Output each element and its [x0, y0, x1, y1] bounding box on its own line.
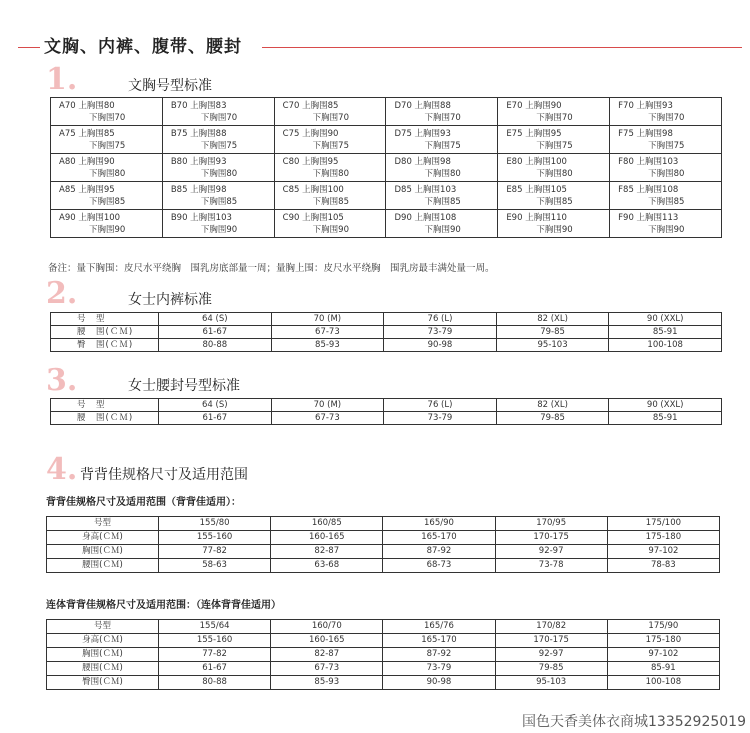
bra-size-cell: [386, 126, 498, 154]
bra-underbust: 下胸围85: [424, 196, 461, 207]
table-cell: 80-88: [159, 676, 271, 690]
table-row: [51, 154, 722, 182]
bra-underbust: 下胸围70: [536, 112, 573, 123]
table-row: [51, 326, 722, 339]
table-cell: 165-170: [383, 531, 495, 545]
table-row: [51, 399, 722, 412]
table-cell: 155/64: [159, 620, 271, 634]
section-4-title: 背背佳规格尺寸及适用范围: [80, 467, 248, 483]
table-cell: 87-92: [383, 545, 495, 559]
table-cell: 95-103: [496, 339, 609, 352]
bra-size-cell: [162, 154, 274, 182]
bra-underbust: 下胸围90: [424, 224, 461, 235]
bra-underbust: 下胸围85: [536, 196, 573, 207]
bra-cup-bust: D70 上胸围88: [394, 100, 451, 111]
panty-size-table: [50, 312, 722, 352]
bra-cup-bust: C75 上胸围90: [282, 128, 339, 139]
header-rule-right: [262, 47, 742, 48]
row-header-cell: 身高(ＣＭ): [47, 634, 159, 648]
shop-watermark: 国色天香美体衣商城13352925019: [522, 714, 746, 730]
table-cell: 77-82: [159, 545, 271, 559]
bra-underbust: 下胸围80: [312, 168, 349, 179]
table-cell: 85-91: [609, 412, 722, 425]
row-header-cell: 号 型: [51, 399, 159, 412]
bra-underbust: 下胸围70: [648, 112, 685, 123]
bra-underbust: 下胸围70: [200, 112, 238, 123]
table-cell: 155-160: [159, 531, 271, 545]
bra-size-cell: [610, 126, 722, 154]
bra-cup-bust: E85 上胸围105: [506, 184, 567, 195]
bra-underbust: 下胸围90: [89, 224, 126, 235]
waist-cincher-size-table: [50, 398, 722, 425]
row-header-cell: 腰 围(ＣＭ): [51, 412, 159, 425]
table-cell: 77-82: [159, 648, 271, 662]
table-cell: 90 (XXL): [609, 313, 722, 326]
table-cell: 175-180: [607, 634, 719, 648]
bra-cup-bust: D80 上胸围98: [394, 156, 451, 167]
bra-size-cell: [386, 154, 498, 182]
bra-cup-bust: E90 上胸围110: [506, 212, 567, 223]
table-row: [51, 412, 722, 425]
bra-cup-bust: F90 上胸围113: [618, 212, 679, 223]
table-row: [47, 545, 720, 559]
table-row: [47, 620, 720, 634]
row-header-cell: 胸围(ＣＭ): [47, 545, 159, 559]
bra-underbust: 下胸围80: [200, 168, 238, 179]
bra-underbust: 下胸围85: [312, 196, 349, 207]
section-1-title: 文胸号型标准: [128, 78, 212, 94]
bra-cup-bust: C80 上胸围95: [282, 156, 339, 167]
table-cell: 170/82: [495, 620, 607, 634]
table-cell: 70 (M): [271, 399, 384, 412]
bra-size-cell: [274, 98, 386, 126]
bra-underbust: 下胸围85: [200, 196, 238, 207]
table-cell: 90 (XXL): [609, 399, 722, 412]
table-cell: 90-98: [383, 676, 495, 690]
table-row: [47, 531, 720, 545]
bra-underbust: 下胸围90: [536, 224, 573, 235]
table-row: [51, 126, 722, 154]
table-cell: 64 (S): [159, 399, 272, 412]
row-header-cell: 腰围(ＣＭ): [47, 662, 159, 676]
bra-underbust: 下胸围85: [648, 196, 685, 207]
table-cell: 160/70: [271, 620, 383, 634]
bra-size-cell: [386, 210, 498, 238]
table-cell: 68-73: [383, 559, 495, 573]
bra-cup-bust: A90 上胸围100: [59, 212, 121, 223]
table-cell: 155/80: [159, 517, 271, 531]
bra-underbust: 下胸围75: [312, 140, 349, 151]
bra-size-cell: [274, 126, 386, 154]
bra-size-cell: [498, 210, 610, 238]
table-cell: 165-170: [383, 634, 495, 648]
table-row: [51, 182, 722, 210]
bra-measure-note: 备注：量下胸围：皮尺水平绕胸 围乳房底部量一周；量胸上围：皮尺水平绕胸 围乳房最丰满处量一周。: [48, 263, 495, 274]
bra-underbust: 下胸围75: [536, 140, 573, 151]
row-header-cell: 臀围(ＣＭ): [47, 676, 159, 690]
bra-underbust: 下胸围80: [536, 168, 573, 179]
table-cell: 82-87: [271, 545, 383, 559]
bra-underbust: 下胸围70: [424, 112, 461, 123]
table-cell: 160-165: [271, 531, 383, 545]
row-header-cell: 身高(ＣＭ): [47, 531, 159, 545]
table-row: [47, 648, 720, 662]
bra-cup-bust: B80 上胸围93: [170, 156, 227, 167]
table-cell: 73-79: [384, 412, 497, 425]
table-cell: 67-73: [271, 326, 384, 339]
table-cell: 58-63: [159, 559, 271, 573]
row-header-cell: 腰围(ＣＭ): [47, 559, 159, 573]
bra-cup-bust: A85 上胸围95: [59, 184, 115, 195]
posture-vest-size-table: [46, 516, 720, 573]
bra-size-cell: [51, 98, 163, 126]
bra-underbust: 下胸围85: [89, 196, 126, 207]
table-cell: 79-85: [496, 412, 609, 425]
table-cell: 160-165: [271, 634, 383, 648]
row-header-cell: 号 型: [51, 313, 159, 326]
table-cell: 76 (L): [384, 313, 497, 326]
table-cell: 82-87: [271, 648, 383, 662]
bra-cup-bust: E70 上胸围90: [506, 100, 562, 111]
table-cell: 87-92: [383, 648, 495, 662]
bodysuit-vest-size-table: [46, 619, 720, 690]
table-cell: 175/100: [607, 517, 719, 531]
table-cell: 165/76: [383, 620, 495, 634]
bra-cup-bust: E80 上胸围100: [506, 156, 567, 167]
bra-size-cell: [51, 126, 163, 154]
table-cell: 64 (S): [159, 313, 272, 326]
table-cell: 90-98: [384, 339, 497, 352]
bra-size-cell: [498, 126, 610, 154]
bra-size-table: [50, 97, 722, 238]
table-row: [47, 662, 720, 676]
bra-size-cell: [498, 98, 610, 126]
bra-size-cell: [610, 210, 722, 238]
bra-cup-bust: F80 上胸围103: [618, 156, 679, 167]
bra-cup-bust: F70 上胸围93: [618, 100, 673, 111]
vest-table-caption: 背背佳规格尺寸及适用范围（背背佳适用）：: [46, 497, 241, 508]
bra-size-cell: [610, 154, 722, 182]
table-cell: 63-68: [271, 559, 383, 573]
table-cell: 79-85: [496, 326, 609, 339]
bra-size-cell: [162, 210, 274, 238]
bodysuit-vest-table-caption: 连体背背佳规格尺寸及适用范围：（连体背背佳适用）: [46, 600, 281, 611]
table-cell: 85-91: [607, 662, 719, 676]
bra-cup-bust: A70 上胸围80: [59, 100, 115, 111]
bra-size-cell: [610, 98, 722, 126]
table-cell: 100-108: [607, 676, 719, 690]
table-cell: 61-67: [159, 326, 272, 339]
table-cell: 92-97: [495, 648, 607, 662]
header-rule-left: [18, 47, 40, 48]
table-row: [47, 676, 720, 690]
table-cell: 73-79: [383, 662, 495, 676]
table-cell: 170/95: [495, 517, 607, 531]
bra-cup-bust: D85 上胸围103: [394, 184, 457, 195]
section-2-number: 2.: [46, 276, 78, 311]
bra-cup-bust: F75 上胸围98: [618, 128, 673, 139]
bra-cup-bust: B75 上胸围88: [170, 128, 227, 139]
bra-cup-bust: D75 上胸围93: [394, 128, 451, 139]
bra-underbust: 下胸围80: [648, 168, 685, 179]
table-cell: 73-79: [384, 326, 497, 339]
bra-size-cell: [610, 182, 722, 210]
row-header-cell: 胸围(ＣＭ): [47, 648, 159, 662]
table-row: [47, 559, 720, 573]
section-1-number: 1.: [46, 62, 78, 97]
table-row: [47, 517, 720, 531]
bra-cup-bust: C85 上胸围100: [282, 184, 344, 195]
section-3-number: 3.: [46, 363, 78, 398]
bra-underbust: 下胸围75: [424, 140, 461, 151]
bra-cup-bust: B70 上胸围83: [170, 100, 227, 111]
bra-underbust: 下胸围70: [312, 112, 349, 123]
table-cell: 95-103: [495, 676, 607, 690]
table-cell: 80-88: [159, 339, 272, 352]
bra-underbust: 下胸围75: [648, 140, 685, 151]
section-2-title: 女士内裤标准: [128, 292, 212, 308]
bra-cup-bust: C90 上胸围105: [282, 212, 344, 223]
bra-size-cell: [162, 182, 274, 210]
bra-size-cell: [386, 182, 498, 210]
table-row: [51, 313, 722, 326]
bra-cup-bust: A80 上胸围90: [59, 156, 115, 167]
table-cell: 61-67: [159, 412, 272, 425]
bra-cup-bust: C70 上胸围85: [282, 100, 339, 111]
table-cell: 175-180: [607, 531, 719, 545]
section-4-number: 4.: [46, 452, 78, 487]
row-header-cell: 臀 围(ＣＭ): [51, 339, 159, 352]
bra-underbust: 下胸围75: [89, 140, 126, 151]
table-row: [51, 210, 722, 238]
table-cell: 85-93: [271, 676, 383, 690]
table-cell: 165/90: [383, 517, 495, 531]
table-cell: 97-102: [607, 648, 719, 662]
bra-underbust: 下胸围90: [312, 224, 349, 235]
table-cell: 73-78: [495, 559, 607, 573]
table-cell: 97-102: [607, 545, 719, 559]
bra-size-cell: [51, 154, 163, 182]
bra-size-cell: [162, 98, 274, 126]
bra-size-cell: [51, 210, 163, 238]
table-cell: 92-97: [495, 545, 607, 559]
table-cell: 170-175: [495, 531, 607, 545]
table-row: [51, 339, 722, 352]
table-cell: 82 (XL): [496, 313, 609, 326]
table-cell: 100-108: [609, 339, 722, 352]
bra-cup-bust: A75 上胸围85: [59, 128, 115, 139]
table-row: [47, 634, 720, 648]
table-cell: 155-160: [159, 634, 271, 648]
bra-cup-bust: B85 上胸围98: [170, 184, 227, 195]
bra-size-cell: [498, 154, 610, 182]
bra-cup-bust: E75 上胸围95: [506, 128, 562, 139]
row-header-cell: 号型: [47, 620, 159, 634]
bra-size-cell: [274, 182, 386, 210]
bra-underbust: 下胸围75: [200, 140, 238, 151]
table-row: [51, 98, 722, 126]
bra-underbust: 下胸围70: [89, 112, 126, 123]
table-cell: 79-85: [495, 662, 607, 676]
table-cell: 82 (XL): [496, 399, 609, 412]
bra-size-cell: [274, 210, 386, 238]
bra-underbust: 下胸围80: [89, 168, 126, 179]
bra-underbust: 下胸围80: [424, 168, 461, 179]
table-cell: 85-91: [609, 326, 722, 339]
table-cell: 67-73: [271, 662, 383, 676]
table-cell: 76 (L): [384, 399, 497, 412]
bra-cup-bust: D90 上胸围108: [394, 212, 457, 223]
bra-size-cell: [498, 182, 610, 210]
bra-size-cell: [274, 154, 386, 182]
table-cell: 170-175: [495, 634, 607, 648]
row-header-cell: 腰 围(ＣＭ): [51, 326, 159, 339]
table-cell: 175/90: [607, 620, 719, 634]
table-cell: 160/85: [271, 517, 383, 531]
bra-cup-bust: B90 上胸围103: [170, 212, 232, 223]
page-title: 文胸、内裤、腹带、腰封: [44, 37, 242, 57]
bra-size-cell: [51, 182, 163, 210]
bra-size-cell: [162, 126, 274, 154]
bra-underbust: 下胸围90: [648, 224, 685, 235]
table-cell: 61-67: [159, 662, 271, 676]
table-cell: 78-83: [607, 559, 719, 573]
bra-underbust: 下胸围90: [200, 224, 238, 235]
row-header-cell: 号型: [47, 517, 159, 531]
section-3-title: 女士腰封号型标准: [128, 378, 240, 394]
table-cell: 70 (M): [271, 313, 384, 326]
bra-size-cell: [386, 98, 498, 126]
table-cell: 85-93: [271, 339, 384, 352]
bra-cup-bust: F85 上胸围108: [618, 184, 679, 195]
table-cell: 67-73: [271, 412, 384, 425]
